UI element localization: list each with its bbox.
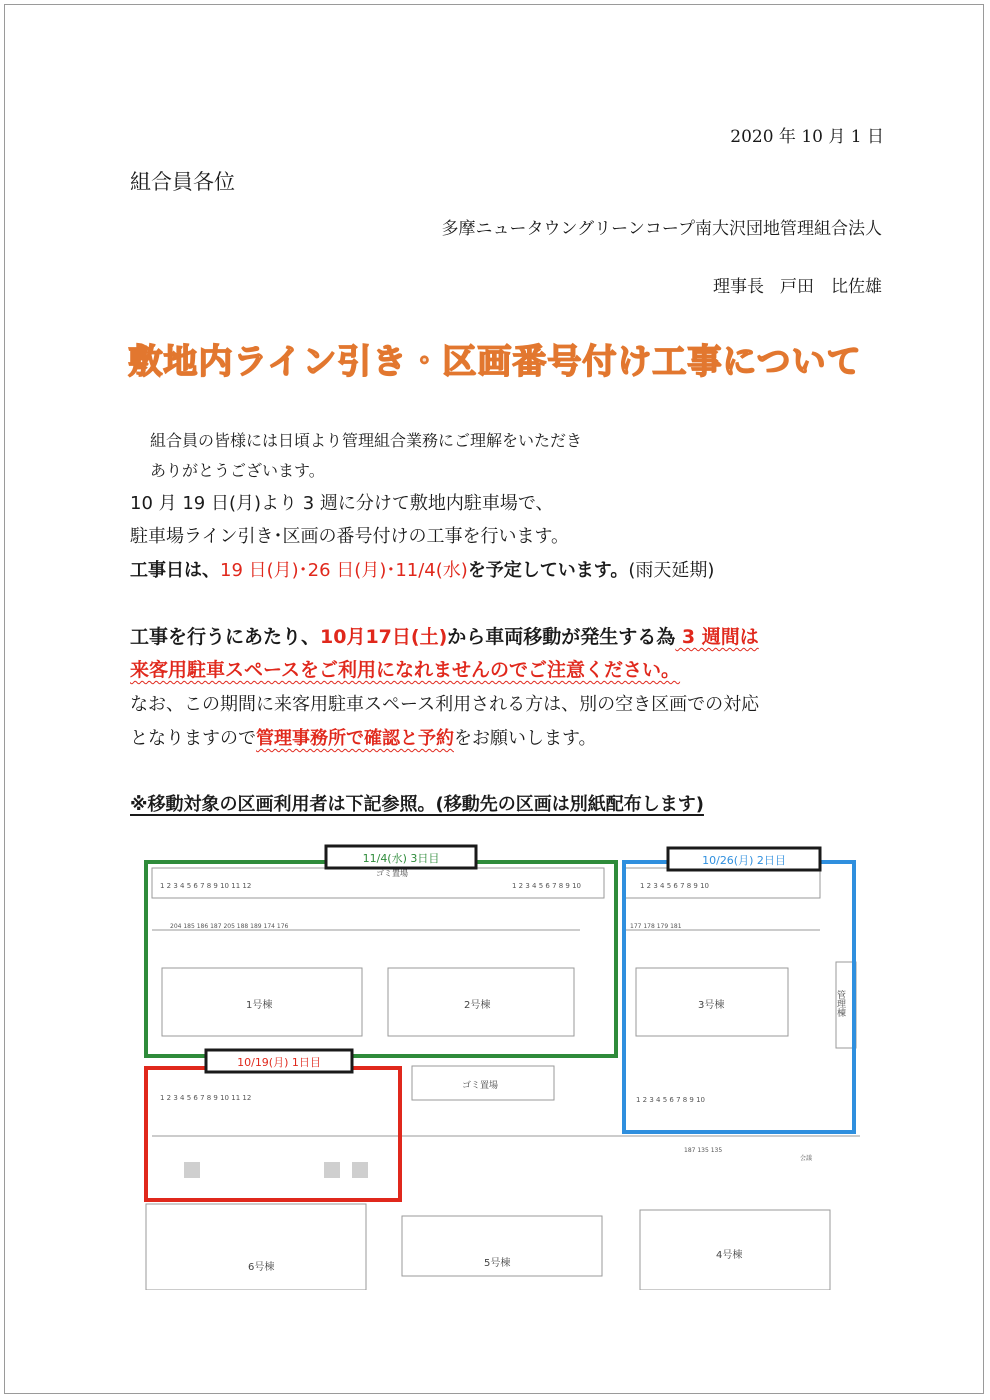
greeting-line-1: 組合員の皆様には日頃より管理組合業務にご理解をいただき: [150, 431, 583, 450]
zone-red-outline: [146, 1068, 400, 1200]
chairman-name: 戸田 比佐雄: [780, 277, 882, 297]
lot-row-east: 1 2 3 4 5 6 7 8 9 10: [640, 882, 710, 890]
body-line-7: [130, 724, 597, 750]
chairman-line: [697, 272, 882, 297]
body-line-2: 駐車場ライン引き･区画の番号付けの工事を行います。: [130, 526, 570, 547]
shaded-block-1: [184, 1162, 200, 1178]
organization-name: 多摩ニュータウングリーンコープ南大沢団地管理組合法人: [441, 219, 882, 239]
greeting-line-2: ありがとうございます。: [150, 461, 325, 480]
rain-note: (雨天延期): [628, 560, 715, 581]
kanri-label: 管理棟: [835, 990, 845, 1017]
lot-row-west: 1 2 3 4 5 6 7 8 9 10 11 12: [160, 1094, 252, 1102]
notice-title: 敷地内ライン引き・区画番号付け工事について: [128, 342, 862, 382]
building-4-label: 4号棟: [716, 1250, 743, 1261]
lot-row-north-2: 1 2 3 4 5 6 7 8 9 10: [512, 882, 582, 890]
lot-row-3: 1 2 3 4 5 6 7 8 9 10: [636, 1096, 706, 1104]
body-line-5: 来客用駐車スペースをご利用になれませんのでご注意ください。: [130, 659, 681, 681]
reference-note: ※移動対象の区画利用者は下記参照。(移動先の区画は別紙配布します): [130, 794, 704, 815]
move-reason: から車両移動が発生する為: [447, 626, 676, 648]
body-line-6: なお、この期間に来客用駐車スペース利用される方は、別の空き区画での対応: [130, 694, 760, 715]
move-start-date: 10月17日(土): [320, 626, 448, 648]
body-line-3: [130, 556, 714, 582]
building-2-label: 2号棟: [464, 1000, 491, 1011]
building-3-label: 3号棟: [698, 1000, 725, 1011]
reserve-intro: となりますので: [130, 728, 256, 749]
three-weeks: 3 週間は: [675, 626, 759, 648]
parking-map: [140, 830, 870, 1290]
addressee: 組合員各位: [130, 170, 235, 194]
lot-numbers-bottom: 187 135 135: [684, 1147, 723, 1154]
gate-label: 会議: [800, 1155, 813, 1162]
shaded-block-3: [352, 1162, 368, 1178]
work-days: 19 日(月)･26 日(月)･11/4(水): [220, 560, 468, 581]
office-reservation: 管理事務所で確認と予約: [256, 728, 454, 749]
lot-numbers-top: 204 185 186 187 205 188 189 174 176: [170, 923, 289, 930]
body-line-1: 10 月 19 日(月)より 3 週に分けて敷地内駐車場で、: [130, 493, 554, 514]
zone-green-label: 11/4(水) 3日目: [362, 852, 440, 865]
lot-row-north: 1 2 3 4 5 6 7 8 9 10 11 12: [160, 882, 252, 890]
building-5-label: 5号棟: [484, 1258, 511, 1269]
move-intro: 工事を行うにあたり、: [130, 626, 321, 648]
document-date: 2020 年 10 月 1 日: [730, 127, 884, 147]
building-1-label: 1号棟: [246, 1000, 273, 1011]
zone-blue-label: 10/26(月) 2日目: [702, 854, 786, 867]
body-line-4: [130, 622, 759, 649]
work-days-label: 工事日は、: [130, 560, 220, 581]
building-6-outline: [146, 1204, 366, 1290]
zone-blue-outline: [624, 862, 854, 1132]
reserve-suffix: をお願いします。: [454, 728, 597, 749]
zone-green-outline: [146, 862, 616, 1056]
garbage-label-north: ゴミ置場: [376, 869, 408, 878]
lot-numbers-right: 177 178 179 181: [630, 923, 682, 930]
map-shaded: [184, 1162, 368, 1178]
map-base-lines: [146, 868, 860, 1290]
shaded-block-2: [324, 1162, 340, 1178]
building-6-label: 6号棟: [248, 1262, 275, 1273]
work-days-suffix: を予定しています。: [467, 560, 629, 581]
garbage-label: ゴミ置場: [462, 1081, 499, 1091]
chairman-role: 理事長: [713, 277, 764, 297]
zone-red-label: 10/19(月) 1日目: [237, 1056, 321, 1069]
